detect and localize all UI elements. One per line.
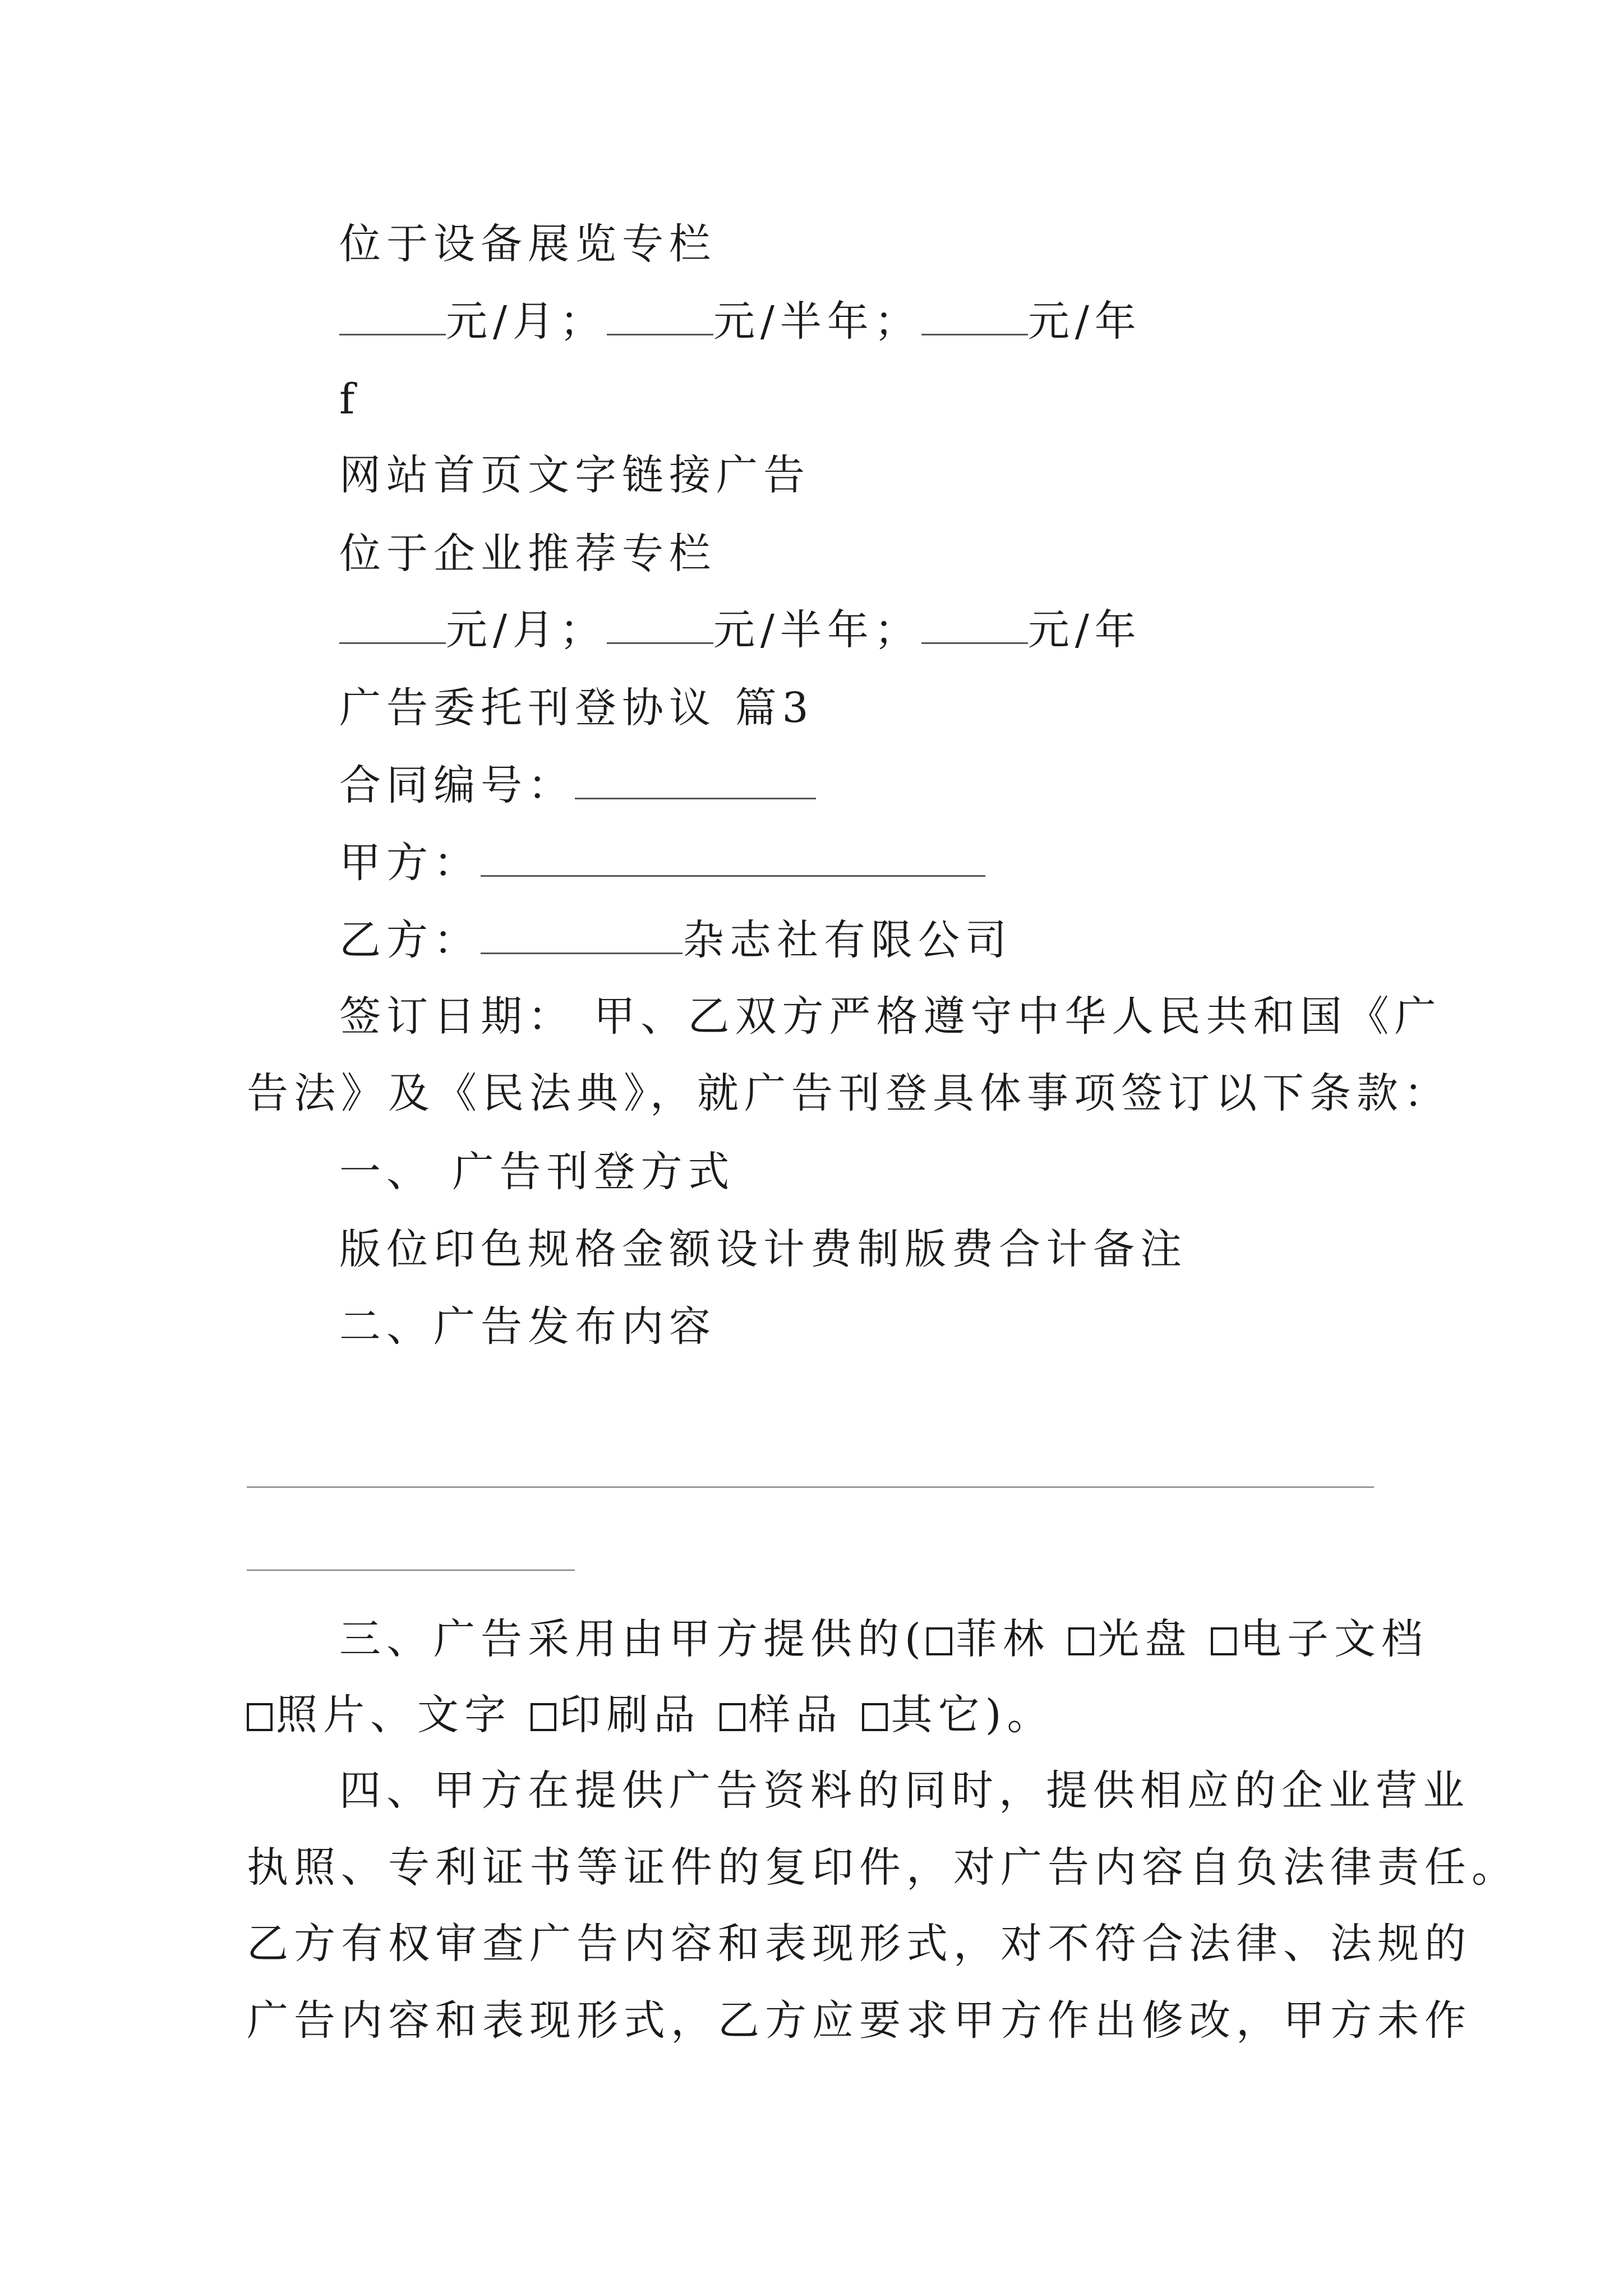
price-unit-month: 元/月； <box>446 606 607 654</box>
checkbox-label-printed-matter: 印刷品 <box>559 1691 720 1739</box>
party-b-label: 乙方： <box>339 916 481 964</box>
table-header-text: 版位印色规格金额设计费制版费合计备注 <box>339 1225 1187 1273</box>
party-a-field[interactable] <box>481 841 985 877</box>
checkbox-disc[interactable] <box>1068 1627 1094 1655</box>
checkbox-label-sample: 样品 <box>749 1691 862 1739</box>
party-b-field[interactable] <box>481 919 683 954</box>
clause-1-heading: 一、 广告刊登方式 <box>339 1148 735 1196</box>
clause-4-line-3: 乙方有权审查广告内容和表现形式，对不符合法律、法规的 <box>247 1920 1472 1968</box>
blank-field[interactable] <box>921 300 1028 335</box>
checkbox-other[interactable] <box>862 1703 888 1731</box>
checkbox-printed-matter[interactable] <box>531 1703 556 1731</box>
party-b-line <box>339 916 1012 964</box>
blank-field[interactable] <box>339 300 446 335</box>
contract-number-field[interactable] <box>575 764 816 799</box>
checkbox-label-film: 菲林 <box>955 1615 1069 1663</box>
checkbox-label-photo-text: 照片、文字 <box>276 1691 531 1739</box>
price-line-1 <box>339 297 1142 346</box>
party-a-label: 甲方： <box>339 839 481 887</box>
price-unit-year: 元/年 <box>1027 606 1142 654</box>
content-blank-line[interactable] <box>247 1570 575 1571</box>
checkbox-label-other: 其它)。 <box>891 1691 1054 1739</box>
text-line-equipment-column: 位于设备展览专栏 <box>339 220 716 268</box>
price-unit-month: 元/月； <box>446 297 607 346</box>
party-a-line <box>339 839 985 887</box>
clause-3-line-1 <box>339 1615 1428 1663</box>
clause-4-line-1: 四、甲方在提供广告资料的同时，提供相应的企业营业 <box>339 1766 1470 1815</box>
checkbox-film[interactable] <box>926 1627 952 1655</box>
checkbox-electronic-doc[interactable] <box>1211 1627 1237 1655</box>
clause-3-text: 三、广告采用由甲方提供的( <box>339 1615 926 1663</box>
section-heading-agreement-3: 广告委托刊登协议 篇3 <box>339 684 814 732</box>
clause-2-heading: 二、广告发布内容 <box>339 1303 716 1351</box>
clause-4-line-4: 广告内容和表现形式，乙方应要求甲方作出修改，甲方未作 <box>247 1996 1472 2045</box>
price-line-2 <box>339 606 1142 654</box>
clause-4-line-2: 执照、专利证书等证件的复印件，对广告内容自负法律责任。 <box>247 1843 1519 1892</box>
text-line-homepage-link-ad: 网站首页文字链接广告 <box>339 451 810 499</box>
text-line-enterprise-column: 位于企业推荐专栏 <box>339 530 716 578</box>
checkbox-label-electronic-doc: 电子文档 <box>1239 1615 1428 1663</box>
blank-field[interactable] <box>339 609 446 644</box>
blank-field[interactable] <box>607 609 713 644</box>
text-line-f: f <box>339 375 361 424</box>
checkbox-label-disc: 光盘 <box>1098 1615 1211 1663</box>
party-b-company-suffix: 杂志社有限公司 <box>683 916 1012 964</box>
price-unit-halfyear: 元/半年； <box>713 606 921 654</box>
content-blank-line[interactable] <box>247 1487 1374 1488</box>
blank-field[interactable] <box>921 609 1028 644</box>
contract-number-line <box>339 761 816 809</box>
price-unit-year: 元/年 <box>1027 297 1142 346</box>
blank-field[interactable] <box>607 300 713 335</box>
clause-3-line-2 <box>247 1691 1054 1739</box>
price-unit-halfyear: 元/半年； <box>713 297 921 346</box>
signing-date-paragraph: 签订日期： 甲、乙双方严格遵守中华人民共和国《广 <box>339 992 1442 1041</box>
signing-date-paragraph-cont: 告法》及《民法典》，就广告刊登具体事项签订以下条款： <box>247 1069 1451 1117</box>
contract-number-label: 合同编号： <box>339 761 575 809</box>
checkbox-photo-text[interactable] <box>247 1703 273 1731</box>
checkbox-sample[interactable] <box>720 1703 745 1731</box>
